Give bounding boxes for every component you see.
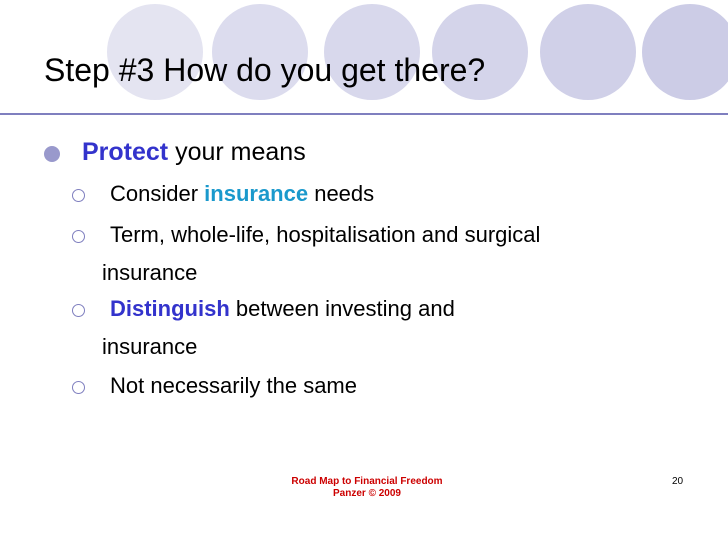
slide-title: Step #3 How do you get there? [44, 52, 486, 88]
footer-line2: Panzer © 2009 [333, 488, 401, 499]
hollow-circle-bullet-icon [72, 304, 85, 317]
footer-line1: Road Map to Financial Freedom [291, 476, 443, 487]
page-number: 20 [672, 476, 684, 487]
bullet-text: your means [168, 138, 306, 166]
keyword-insurance: insurance [204, 181, 309, 206]
subbullet-term-cont: insurance [102, 260, 198, 285]
decor-circle [642, 4, 728, 100]
subbullet-pre: Consider [110, 181, 205, 206]
decor-circle [540, 4, 636, 100]
filled-circle-bullet-icon [44, 146, 60, 162]
hollow-circle-bullet-icon [72, 230, 85, 243]
slide-footer [262, 476, 472, 500]
hollow-circle-bullet-icon [72, 189, 85, 202]
keyword-protect: Protect [82, 138, 169, 166]
subbullet-distinguish-cont: insurance [102, 334, 198, 359]
subbullet-post: between investing and [229, 296, 455, 321]
subbullet-text: Not necessarily the same [110, 373, 357, 398]
title-divider [0, 113, 728, 115]
subbullet-post: needs [308, 181, 375, 206]
keyword-distinguish: Distinguish [110, 296, 230, 321]
hollow-circle-bullet-icon [72, 381, 85, 394]
subbullet-text: Term, whole-life, hospitalisation and surgical [110, 222, 541, 247]
